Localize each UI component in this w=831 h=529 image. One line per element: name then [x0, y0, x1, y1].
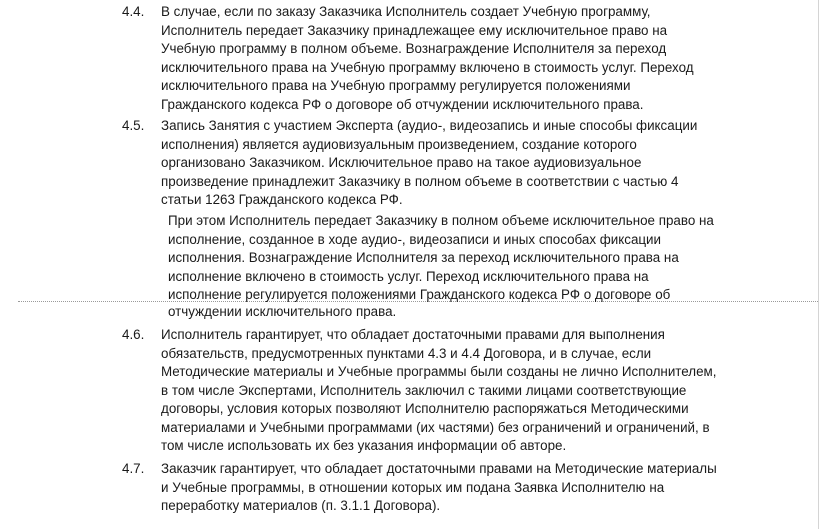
- clause-text-line: обязательств, предусмотренных пунктами 4.3 и 4.4 Договора, и в случае, если: [161, 345, 652, 361]
- clause-text-line: исполнение регулируется положениями Гражданского кодекса РФ о договоре об: [168, 287, 671, 302]
- clause-text-line: исполнения) является аудиовизуальным произведением, создание которого: [161, 136, 637, 152]
- clause-text-line: Запись Занятия с участием Эксперта (аудио-, видеозапись и иные способы фиксации: [161, 118, 698, 133]
- clause-text-line: исполнение включено в стоимость услуг. Переход исключительного права на: [168, 268, 649, 284]
- clause-text-line: статьи 1263 Гражданского кодекса РФ.: [161, 192, 403, 207]
- clause-text-line: При этом Исполнитель передает Заказчику в полном объеме исключительное право на: [168, 213, 714, 228]
- clause-text-line: в том числе Экспертами, Исполнитель заключил с такими лицами соответствующие: [161, 382, 687, 398]
- clause-text-line: и Учебные программы, в отношении которых им подана Заявка Исполнителю на: [161, 479, 665, 495]
- clause-text-line: Заказчик гарантирует, что обладает достаточными правами на Методические материалы: [161, 461, 717, 476]
- clause-number: 4.6.: [122, 327, 145, 342]
- clause-text-line: В случае, если по заказу Заказчика Исполнитель создает Учебную программу,: [161, 4, 651, 19]
- clause-text-line: Учебную программу в полном объеме. Вознаграждение Исполнителя за переход: [161, 41, 667, 56]
- clause-text-line: Гражданского кодекса РФ о договоре об отчуждении исключительного права.: [161, 96, 644, 112]
- clause-text-line: Исполнитель передает Заказчику принадлежащее ему исключительное право на: [161, 22, 668, 38]
- clause-text-line: отчуждении исключительного права.: [168, 304, 397, 319]
- clause-number: 4.4.: [122, 4, 145, 19]
- clause-number: 4.5.: [122, 118, 145, 133]
- clause-text-line: исключительного права на Учебную программу включено в стоимость услуг. Переход: [161, 59, 694, 75]
- clause-text-line: договоры, условия которых позволяют Исполнителю распоряжаться Методическими: [161, 401, 689, 416]
- clause-text-line: Исполнитель гарантирует, что обладает достаточными правами для выполнения: [161, 327, 665, 342]
- clause-text-line: исполнения. Вознаграждение Исполнителя за переход исключительного права на: [168, 250, 679, 265]
- clause-text-line: Методические материалы и Учебные программы были созданы не лично Исполнителем,: [161, 364, 717, 379]
- clause-text-line: произведение принадлежит Заказчику в полном объеме в соответствии с частью 4: [161, 173, 679, 189]
- clause-text-line: материалами и Учебными программами (их частями) без ограничений и ограничений, в: [161, 419, 710, 435]
- clause-number: 4.7.: [122, 461, 145, 476]
- clause-text-line: переработку материалов (п. 3.1.1 Договора).: [161, 498, 441, 513]
- clause-text-line: исключительного права на Учебную программу регулируется положениями: [161, 78, 631, 93]
- page-right-border: [818, 0, 819, 529]
- clause-text-line: том числе использовать их без указания информации об авторе.: [161, 438, 567, 453]
- clause-text-line: организовано Заказчиком. Исключительное право на такое аудиовизуальное: [161, 155, 642, 170]
- clause-text-line: исполнение, созданное в ходе аудио-, видеозаписи и иных способах фиксации: [168, 231, 662, 247]
